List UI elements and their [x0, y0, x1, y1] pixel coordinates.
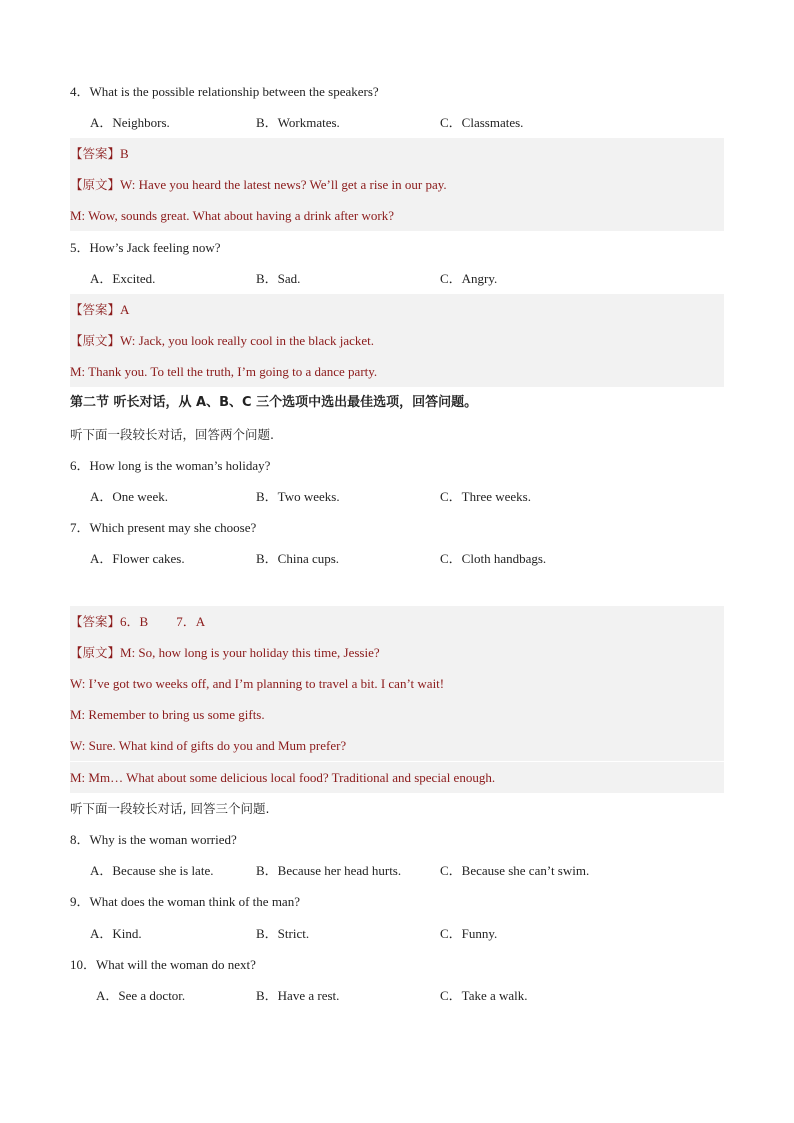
- answer-6-7: 【答案】6．B 7．A: [70, 606, 724, 637]
- option-c: C．Three weeks.: [440, 489, 531, 504]
- option-a: A．Kind.: [90, 926, 142, 941]
- option-a: A．Because she is late.: [90, 863, 214, 878]
- option-b: B．Have a rest.: [256, 988, 340, 1003]
- option-a: A．See a doctor.: [96, 988, 186, 1003]
- transcript-tag: 【原文】: [70, 333, 121, 348]
- option-a: A．One week.: [90, 489, 168, 504]
- transcript-4-line-2: M: Wow, sounds great. What about having a drink after work?: [70, 200, 724, 231]
- option-a: A．Excited.: [90, 271, 156, 286]
- question-9-options: [70, 918, 724, 949]
- option-b: B．Sad.: [256, 271, 301, 286]
- transcript-dialog-line-3: M: Remember to bring us some gifts.: [70, 699, 724, 730]
- transcript-tag: 【原文】: [70, 645, 121, 660]
- transcript-dialog-line-1: 【原文】M: So, how long is your holiday this time, Jessie?: [70, 637, 724, 668]
- option-b: B．Because her head hurts.: [256, 863, 402, 878]
- question-5-options: [70, 263, 724, 294]
- transcript-tag: 【原文】: [70, 177, 121, 192]
- answer-4: 【答案】B: [70, 138, 724, 169]
- transcript-dialog-line-2: W: I’ve got two weeks off, and I’m planning to travel a bit. I can’t wait!: [70, 668, 724, 699]
- question-8-options: [70, 855, 724, 886]
- question-8: 8．Why is the woman worried?: [70, 832, 237, 847]
- question-6-options: [70, 481, 724, 512]
- answer-tag: 【答案】: [70, 302, 121, 317]
- question-7: 7．Which present may she choose?: [70, 520, 257, 535]
- transcript-4-line-1: 【原文】W: Have you heard the latest news? We’ll get a rise in our pay.: [70, 169, 724, 200]
- option-a: A．Neighbors.: [90, 115, 170, 130]
- answer-tag: 【答案】: [70, 614, 121, 629]
- question-10-options: [70, 980, 724, 1011]
- option-b: B．Workmates.: [256, 115, 340, 130]
- section-intro-2: 听下面一段较长对话, 回答三个问题.: [70, 801, 270, 816]
- transcript-dialog-line-4: W: Sure. What kind of gifts do you and Mum prefer?: [70, 730, 724, 761]
- question-4-options: [70, 107, 724, 138]
- answer-5: 【答案】A: [70, 294, 724, 325]
- question-9: 9．What does the woman think of the man?: [70, 894, 300, 909]
- option-c: C．Funny.: [440, 926, 498, 941]
- answer-tag: 【答案】: [70, 146, 121, 161]
- option-b: B．Strict.: [256, 926, 310, 941]
- section-2-heading: 第二节 听长对话，从 A、B、C 三个选项中选出最佳选项，回答问题。: [70, 395, 478, 410]
- question-10: 10．What will the woman do next?: [70, 957, 256, 972]
- question-7-options: [70, 543, 724, 574]
- option-a: A．Flower cakes.: [90, 551, 185, 566]
- question-6: 6．How long is the woman’s holiday?: [70, 458, 271, 473]
- question-5: 5．How’s Jack feeling now?: [70, 240, 221, 255]
- option-c: C．Cloth handbags.: [440, 551, 547, 566]
- option-b: B．Two weeks.: [256, 489, 340, 504]
- option-c: C．Classmates.: [440, 115, 524, 130]
- transcript-5-line-2: M: Thank you. To tell the truth, I’m going to a dance party.: [70, 356, 724, 387]
- option-c: C．Angry.: [440, 271, 498, 286]
- question-4: 4．What is the possible relationship between the speakers?: [70, 84, 379, 99]
- option-b: B．China cups.: [256, 551, 340, 566]
- option-c: C．Because she can’t swim.: [440, 863, 590, 878]
- transcript-5-line-1: 【原文】W: Jack, you look really cool in the black jacket.: [70, 325, 724, 356]
- transcript-dialog-line-5: M: Mm… What about some delicious local food? Traditional and special enough.: [70, 762, 724, 793]
- section-intro-1: 听下面一段较长对话，回答两个问题.: [70, 427, 274, 442]
- option-c: C．Take a walk.: [440, 988, 528, 1003]
